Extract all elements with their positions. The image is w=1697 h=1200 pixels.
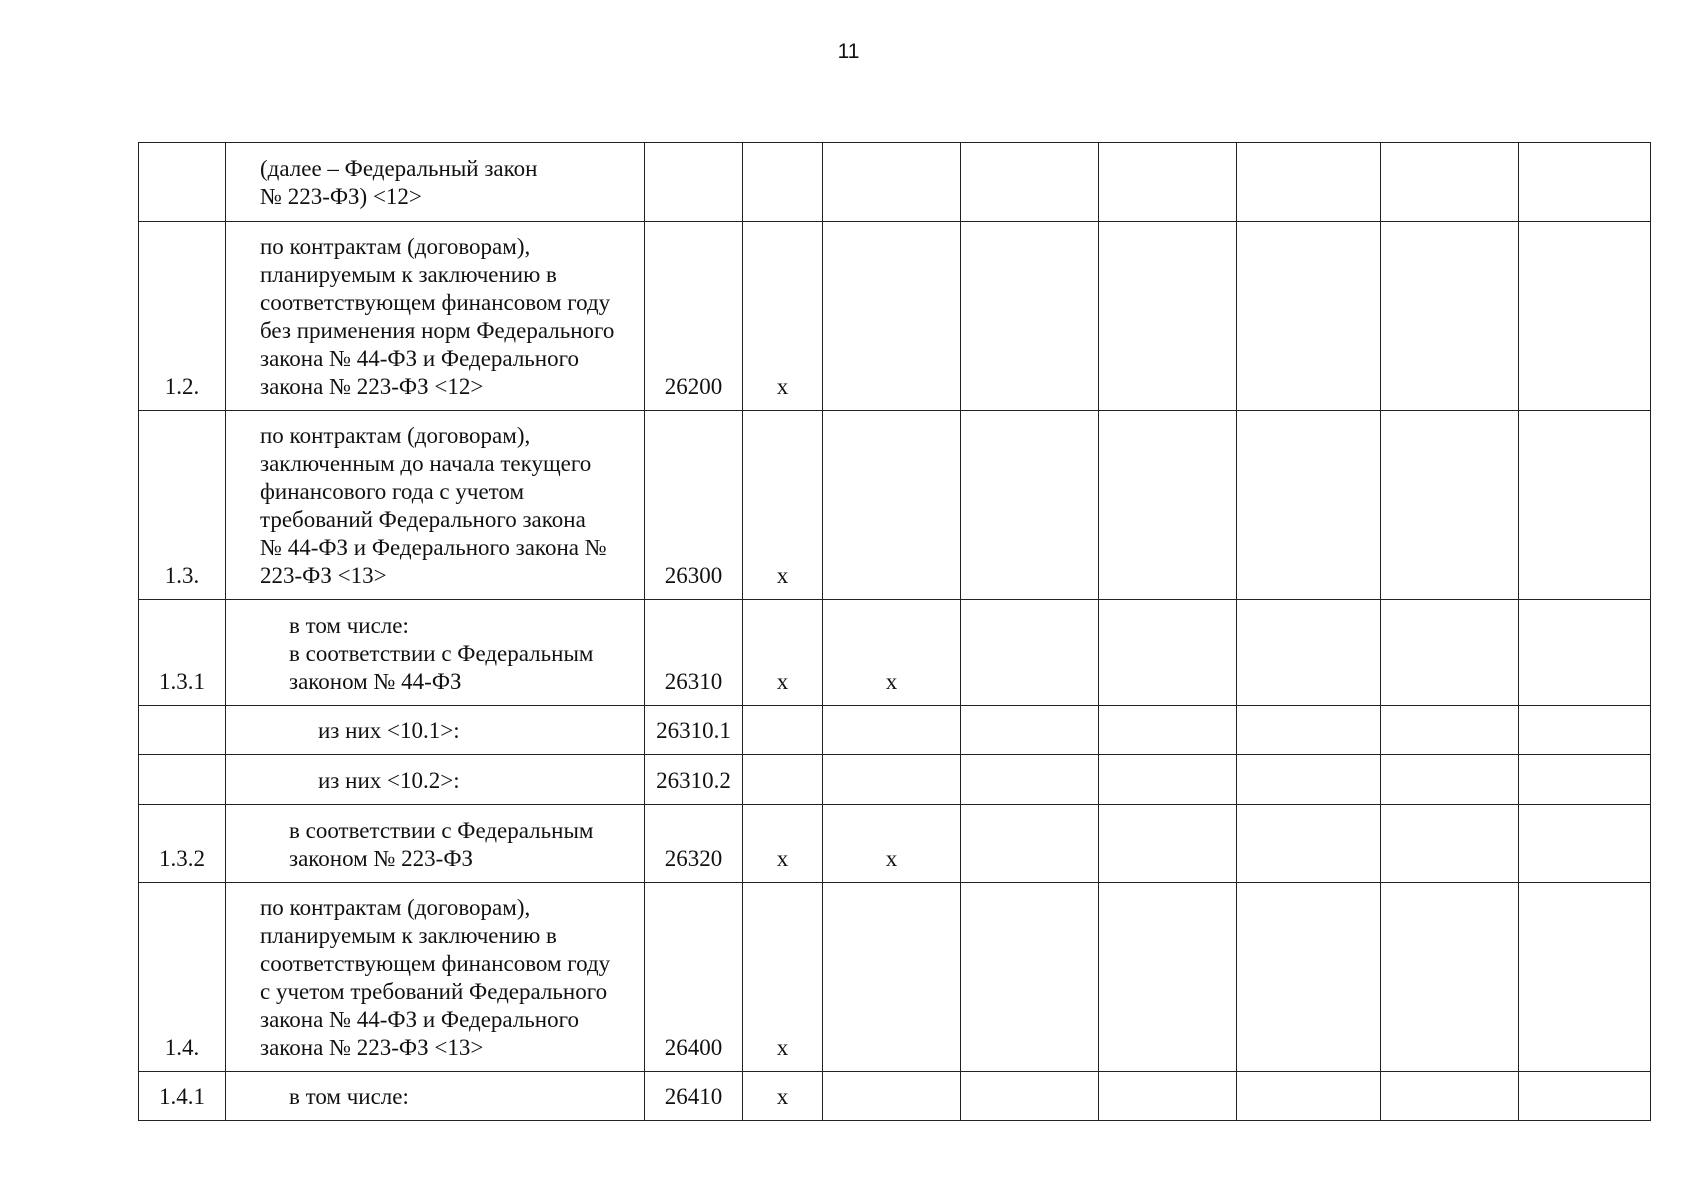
row-value-cell xyxy=(743,755,823,805)
row-number-cell: 1.3.2 xyxy=(139,805,226,883)
row-code-cell: 26410 xyxy=(645,1072,743,1121)
row-number-cell: 1.4. xyxy=(139,883,226,1072)
row-description-cell: из них <10.2>: xyxy=(226,755,645,805)
empty-cell xyxy=(1099,1072,1237,1121)
row-value-cell xyxy=(823,1072,961,1121)
empty-cell xyxy=(1237,143,1381,222)
row-value-cell: х xyxy=(743,600,823,706)
row-value-cell xyxy=(823,222,961,411)
empty-cell xyxy=(961,143,1099,222)
row-number-cell xyxy=(139,755,226,805)
empty-cell xyxy=(1519,222,1651,411)
empty-cell xyxy=(1519,706,1651,755)
report-table xyxy=(138,142,1651,1121)
row-value-cell: х xyxy=(743,805,823,883)
row-code-cell: 26200 xyxy=(645,222,743,411)
empty-cell xyxy=(1099,222,1237,411)
table-row xyxy=(139,600,1651,706)
empty-cell xyxy=(1237,222,1381,411)
row-value-cell xyxy=(823,411,961,600)
empty-cell xyxy=(1519,1072,1651,1121)
empty-cell xyxy=(1237,411,1381,600)
row-code-cell: 26320 xyxy=(645,805,743,883)
empty-cell xyxy=(1519,143,1651,222)
row-code-cell: 26400 xyxy=(645,883,743,1072)
row-description-cell: из них <10.1>: xyxy=(226,706,645,755)
row-code-cell: 26300 xyxy=(645,411,743,600)
row-value-cell: х xyxy=(743,1072,823,1121)
empty-cell xyxy=(1237,600,1381,706)
page-number: 11 xyxy=(837,40,860,63)
empty-cell xyxy=(1099,600,1237,706)
empty-cell xyxy=(1381,600,1519,706)
empty-cell xyxy=(1237,805,1381,883)
empty-cell xyxy=(1519,600,1651,706)
empty-cell xyxy=(1381,883,1519,1072)
table-row xyxy=(139,222,1651,411)
empty-cell xyxy=(1237,706,1381,755)
empty-cell xyxy=(1381,411,1519,600)
row-number-cell xyxy=(139,706,226,755)
row-code-cell: 26310.1 xyxy=(645,706,743,755)
table-row xyxy=(139,883,1651,1072)
empty-cell xyxy=(961,883,1099,1072)
row-value-cell xyxy=(823,755,961,805)
row-number-cell: 1.3.1 xyxy=(139,600,226,706)
table-row xyxy=(139,411,1651,600)
row-code-cell xyxy=(645,143,743,222)
row-code-cell: 26310 xyxy=(645,600,743,706)
empty-cell xyxy=(961,600,1099,706)
empty-cell xyxy=(961,1072,1099,1121)
row-value-cell xyxy=(823,883,961,1072)
empty-cell xyxy=(1519,411,1651,600)
empty-cell xyxy=(1099,411,1237,600)
empty-cell xyxy=(961,805,1099,883)
row-description-cell: (далее – Федеральный закон № 223-ФЗ) <12> xyxy=(226,143,645,222)
row-code-cell: 26310.2 xyxy=(645,755,743,805)
empty-cell xyxy=(1237,1072,1381,1121)
row-value-cell: х xyxy=(823,600,961,706)
empty-cell xyxy=(961,755,1099,805)
row-value-cell xyxy=(743,143,823,222)
table-row xyxy=(139,755,1651,805)
empty-cell xyxy=(961,411,1099,600)
table-row xyxy=(139,706,1651,755)
empty-cell xyxy=(1099,143,1237,222)
row-description-cell: в соответствии с Федеральным законом № 223-ФЗ xyxy=(226,805,645,883)
empty-cell xyxy=(1099,706,1237,755)
empty-cell xyxy=(1381,805,1519,883)
table-row xyxy=(139,805,1651,883)
row-description-cell: в том числе: в соответствии с Федеральным законом № 44-ФЗ xyxy=(226,600,645,706)
row-value-cell: х xyxy=(743,222,823,411)
row-number-cell: 1.3. xyxy=(139,411,226,600)
empty-cell xyxy=(1099,805,1237,883)
empty-cell xyxy=(1519,805,1651,883)
empty-cell xyxy=(1237,755,1381,805)
row-number-cell: 1.4.1 xyxy=(139,1072,226,1121)
table-row xyxy=(139,1072,1651,1121)
empty-cell xyxy=(1381,706,1519,755)
row-value-cell: х xyxy=(823,805,961,883)
row-number-cell: 1.2. xyxy=(139,222,226,411)
row-value-cell: х xyxy=(743,883,823,1072)
row-value-cell: х xyxy=(743,411,823,600)
row-value-cell xyxy=(743,706,823,755)
table-row xyxy=(139,143,1651,222)
empty-cell xyxy=(1381,1072,1519,1121)
row-value-cell xyxy=(823,706,961,755)
empty-cell xyxy=(1099,755,1237,805)
row-description-cell: по контрактам (договорам), планируемым к заключению в соответствующем финансовом году без применения норм Федерального закона № 44-ФЗ и Федерального закона № 223-ФЗ <12> xyxy=(226,222,645,411)
row-description-cell: по контрактам (договорам), заключенным до начала текущего финансового года с учетом требований Федерального закона № 44-ФЗ и Федерального закона № 223-ФЗ <13> xyxy=(226,411,645,600)
empty-cell xyxy=(961,706,1099,755)
empty-cell xyxy=(1381,755,1519,805)
empty-cell xyxy=(961,222,1099,411)
empty-cell xyxy=(1519,755,1651,805)
empty-cell xyxy=(1381,222,1519,411)
empty-cell xyxy=(1237,883,1381,1072)
empty-cell xyxy=(1381,143,1519,222)
empty-cell xyxy=(1519,883,1651,1072)
empty-cell xyxy=(1099,883,1237,1072)
row-number-cell xyxy=(139,143,226,222)
row-description-cell: по контрактам (договорам), планируемым к заключению в соответствующем финансовом году с учетом требований Федерального закона № 44-ФЗ и Федерального закона № 223-ФЗ <13> xyxy=(226,883,645,1072)
row-value-cell xyxy=(823,143,961,222)
row-description-cell: в том числе: xyxy=(226,1072,645,1121)
